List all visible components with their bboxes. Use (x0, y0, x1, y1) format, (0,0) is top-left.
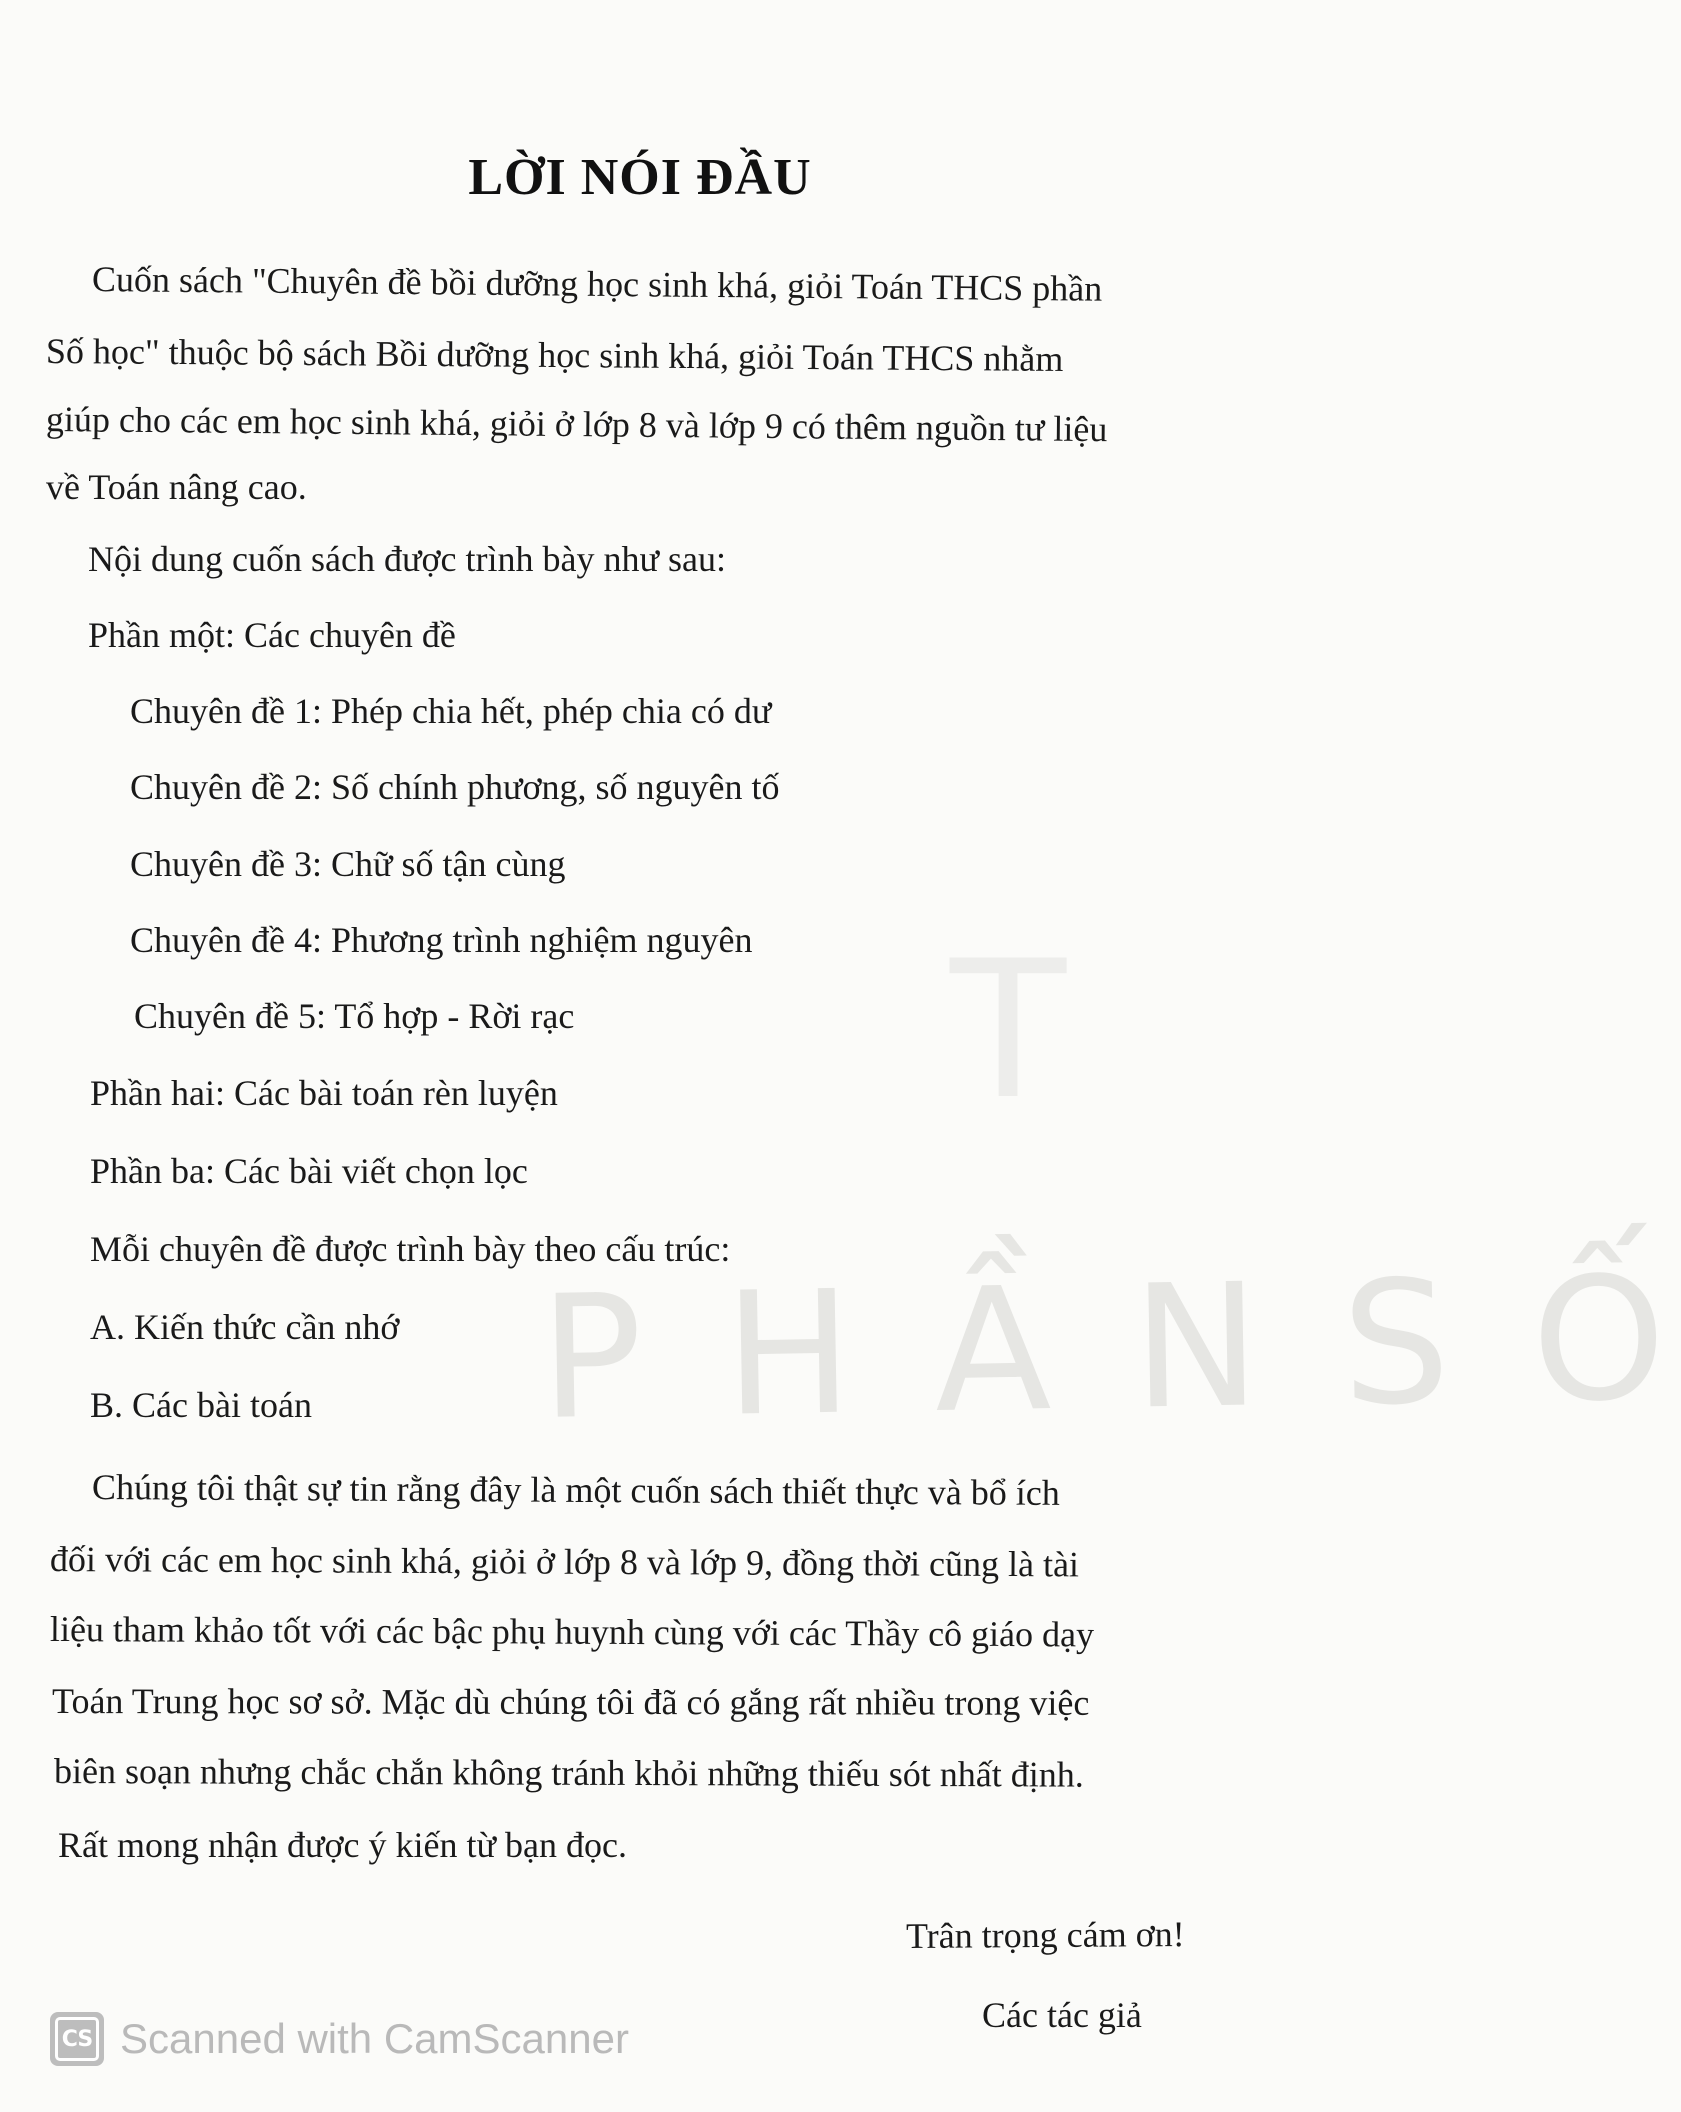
paragraph2-line-5: biên soạn nhưng chắc chắn không tránh khỏi những thiếu sót nhất định. (53, 1751, 1084, 1795)
outline-part-2: Phần hai: Các bài toán rèn luyện (90, 1073, 558, 1113)
outline-intro: Nội dung cuốn sách được trình bày như sau: (88, 539, 726, 579)
paragraph1-line-1: Cuốn sách "Chuyên đề bồi dưỡng học sinh khá, giỏi Toán THCS phần (91, 259, 1103, 309)
structure-item-b: B. Các bài toán (90, 1385, 312, 1425)
camscanner-text: Scanned with CamScanner (120, 2015, 629, 2062)
page-title: LỜI NÓI ĐẦU (468, 149, 812, 206)
outline-part-3: Phần ba: Các bài viết chọn lọc (90, 1151, 528, 1191)
chapter-item-4: Chuyên đề 4: Phương trình nghiệm nguyên (130, 920, 753, 960)
camscanner-watermark (50, 2012, 629, 2066)
closing-thanks: Trân trọng cám ơn! (905, 1914, 1185, 1956)
paragraph1-line-3: giúp cho các em học sinh khá, giỏi ở lớp 8 và lớp 9 có thêm nguồn tư liệu (45, 399, 1108, 450)
paragraph1-line-2: Số học" thuộc bộ sách Bồi dưỡng học sinh khá, giỏi Toán THCS nhằm (45, 331, 1064, 379)
bleed-through-shape: T (950, 920, 1075, 1141)
camscanner-logo-text: CS (55, 2017, 99, 2061)
paragraph2-line-6: Rất mong nhận được ý kiến từ bạn đọc. (58, 1825, 627, 1865)
chapter-item-2: Chuyên đề 2: Số chính phương, số nguyên tố (130, 767, 780, 807)
chapter-item-5: Chuyên đề 5: Tổ hợp - Rời rạc (134, 996, 575, 1036)
paragraph2-line-3: liệu tham khảo tốt với các bậc phụ huynh cùng với các Thầy cô giáo dạy (49, 1609, 1095, 1655)
closing-authors: Các tác giả (982, 1995, 1142, 2035)
structure-item-a: A. Kiến thức cần nhớ (90, 1307, 400, 1347)
paragraph2-line-1: Chúng tôi thật sự tin rằng đây là một cuốn sách thiết thực và bổ ích (91, 1467, 1060, 1513)
outline-part-1: Phần một: Các chuyên đề (88, 615, 456, 655)
structure-intro: Mỗi chuyên đề được trình bày theo cấu trúc: (90, 1229, 731, 1269)
camscanner-logo-icon (50, 2012, 104, 2066)
paragraph2-line-2: đối với các em học sinh khá, giỏi ở lớp 8 và lớp 9, đồng thời cũng là tài (49, 1539, 1080, 1585)
chapter-item-1: Chuyên đề 1: Phép chia hết, phép chia có dư (130, 691, 772, 731)
paragraph1-line-4: về Toán nâng cao. (46, 467, 307, 507)
bleed-through-shape: P H Ầ N S Ố (538, 1240, 1681, 1458)
paragraph2-line-4: Toán Trung học sơ sở. Mặc dù chúng tôi đã có gắng rất nhiều trong việc (51, 1681, 1090, 1723)
chapter-item-3: Chuyên đề 3: Chữ số tận cùng (130, 844, 566, 884)
